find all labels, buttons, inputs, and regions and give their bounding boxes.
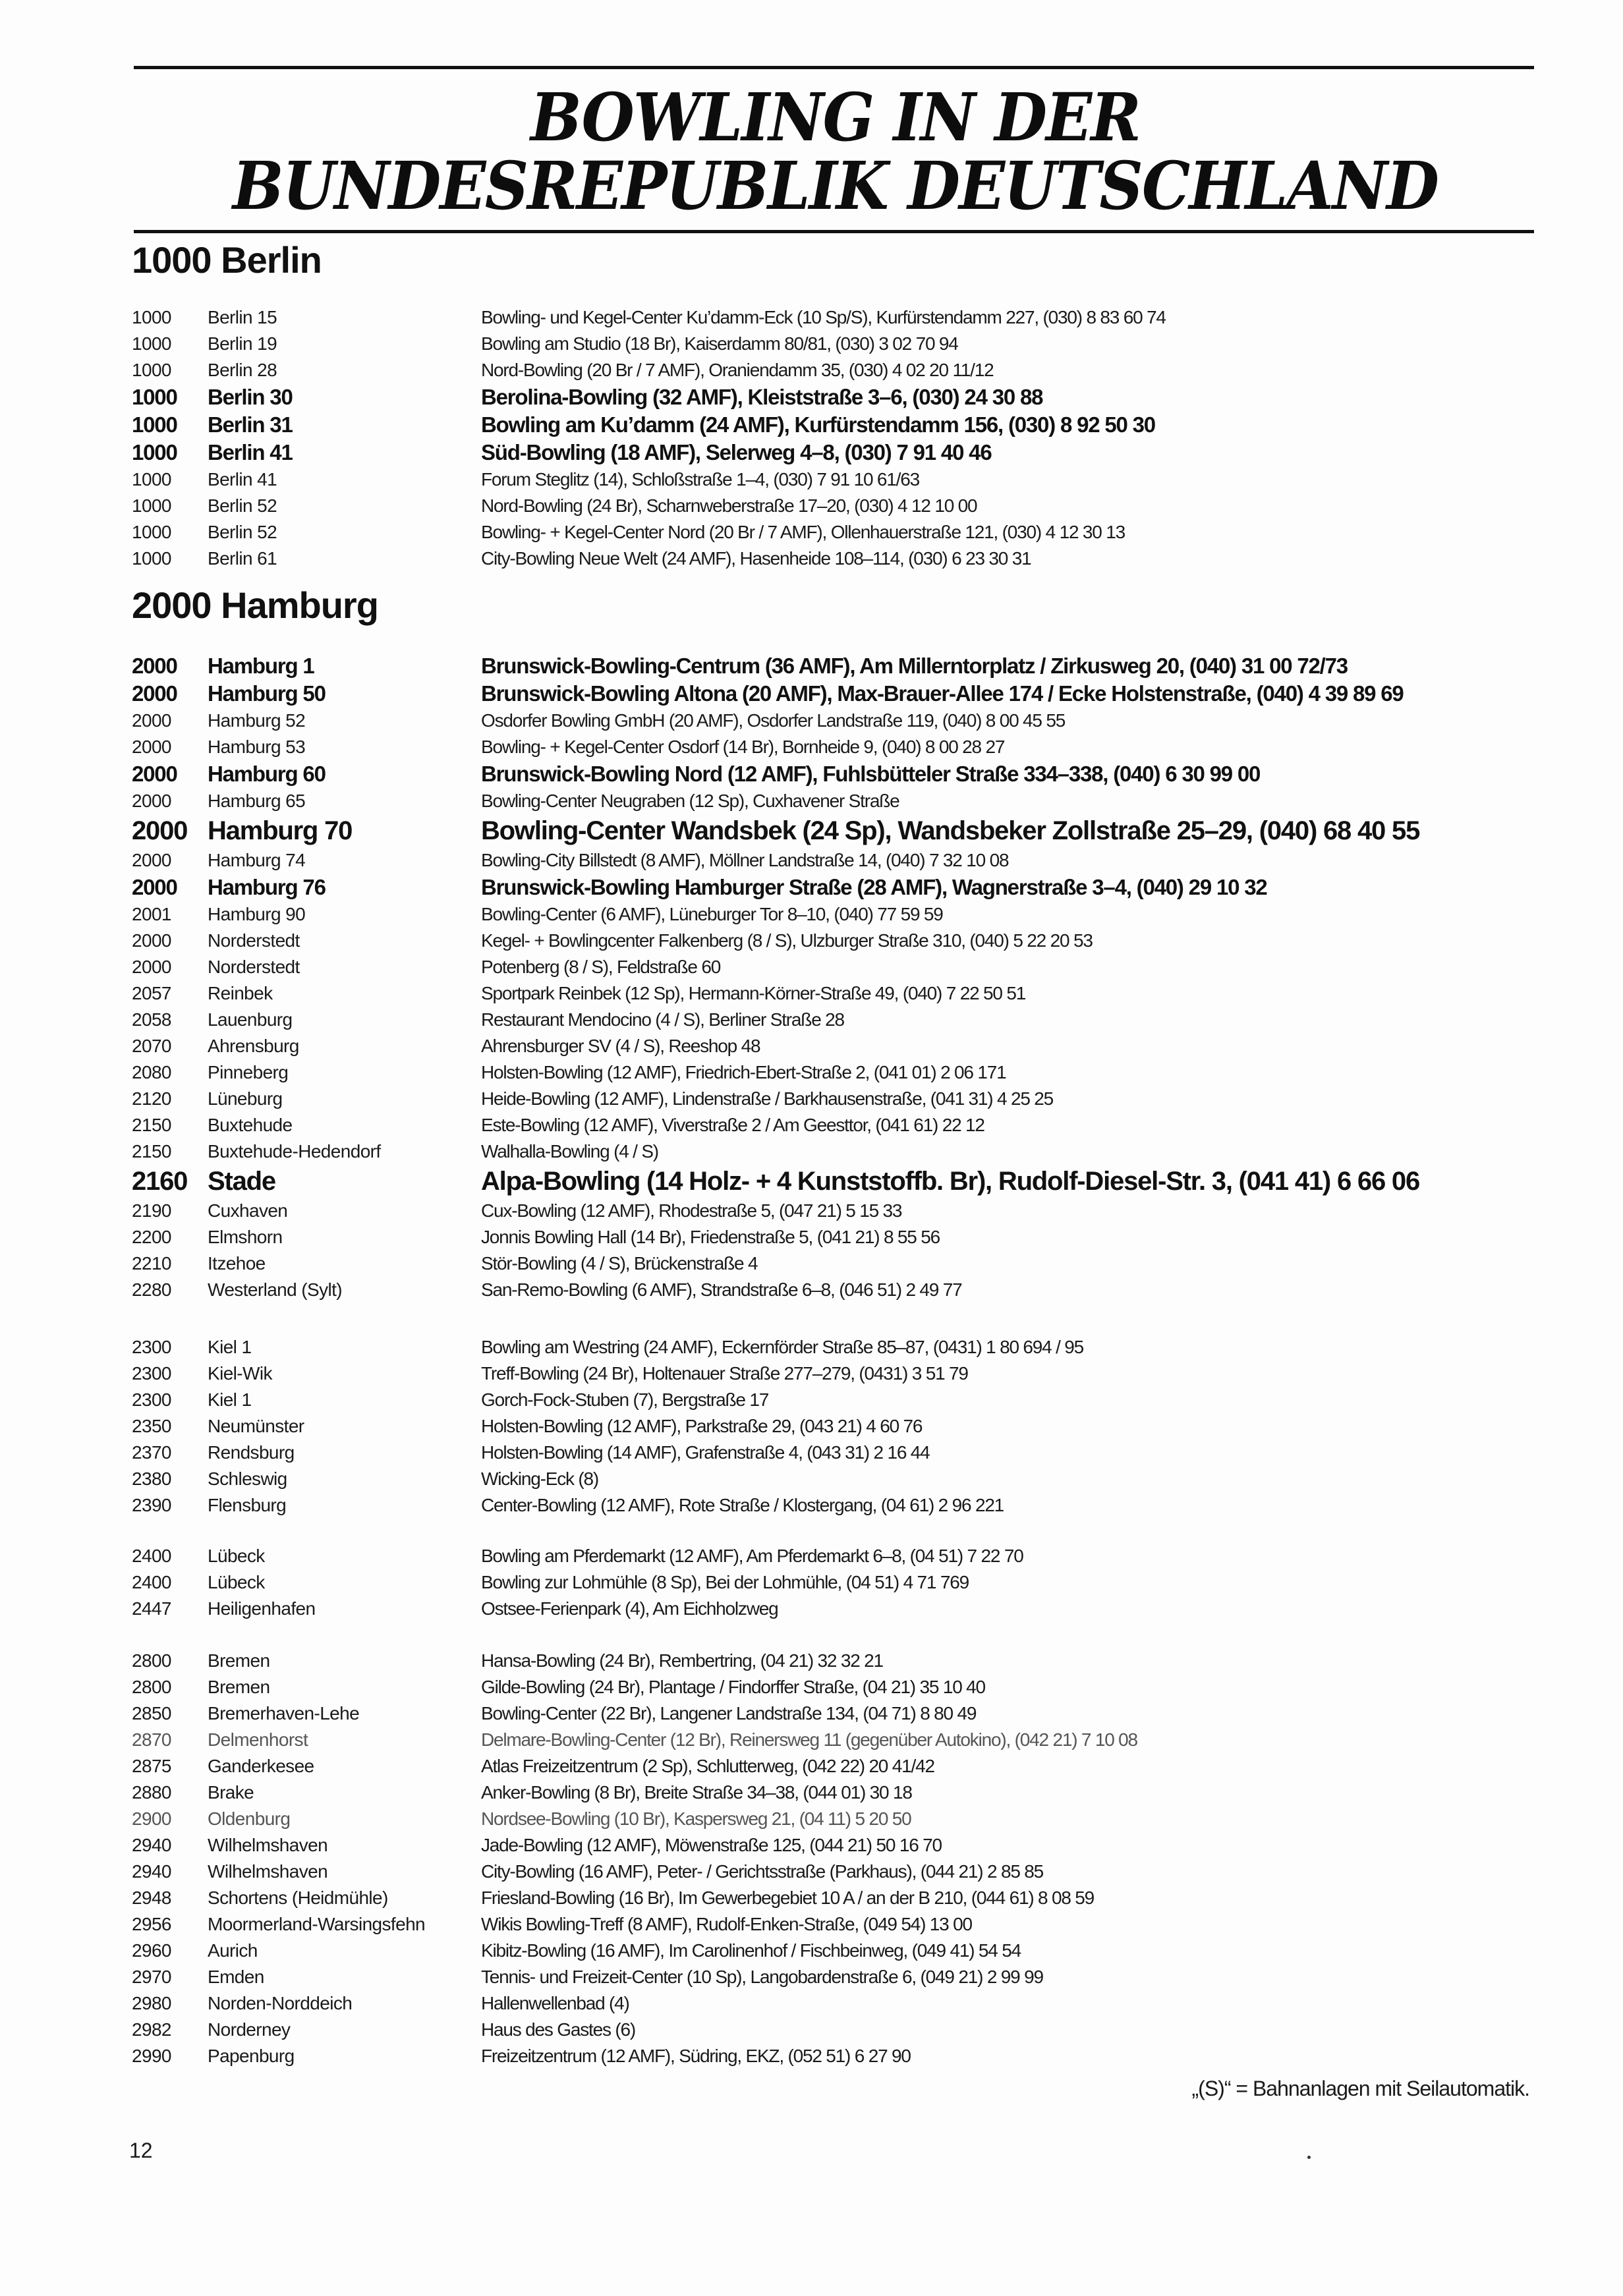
venue-details: Brunswick-Bowling Nord (12 AMF), Fuhlsbütteler Straße 334–338, (040) 6 30 99 00 [481,762,1261,786]
postal-code: 2000 [132,681,177,706]
list-item [0,546,1623,572]
postal-code: 1000 [132,548,171,569]
venue-details: Restaurant Mendocino (4 / S), Berliner Straße 28 [481,1009,844,1030]
postal-code: 1000 [132,522,171,542]
city-name: Flensburg [208,1495,287,1515]
venue-details: San-Remo-Bowling (6 AMF), Strandstraße 6–8, (046 51) 2 49 77 [481,1279,962,1300]
list-item [0,357,1623,383]
page-number: 12 [129,2139,153,2162]
venue-details: Bowling-City Billstedt (8 AMF), Möllner Landstraße 14, (040) 7 32 10 08 [481,850,1009,870]
venue-details: Bowling am Westring (24 AMF), Eckernförder Straße 85–87, (0431) 1 80 694 / 95 [481,1337,1084,1357]
postal-code: 2080 [132,1062,171,1082]
city-name: Ahrensburg [208,1036,299,1056]
postal-code: 2982 [132,2019,171,2040]
venue-details: Tennis- und Freizeit-Center (10 Sp), Langobardenstraße 6, (049 21) 2 99 99 [481,1967,1043,1987]
postal-code: 2400 [132,1546,171,1566]
list-item [0,1334,1623,1360]
postal-code: 2058 [132,1009,171,1030]
city-name: Buxtehude [208,1115,293,1135]
city-name: Berlin 28 [208,360,277,380]
list-item [0,680,1623,708]
city-name: Hamburg 53 [208,737,306,757]
section-heading-berlin: 1000 Berlin [132,239,322,281]
postal-code: 2200 [132,1227,171,1247]
city-name: Berlin 61 [208,548,277,569]
list-item [0,1224,1623,1250]
postal-code: 2875 [132,1756,171,1776]
city-name: Cuxhaven [208,1200,288,1221]
postal-code: 2190 [132,1200,171,1221]
venue-details: Bowling-Center (6 AMF), Lüneburger Tor 8–10, (040) 77 59 59 [481,904,943,924]
venue-details: Kegel- + Bowlingcenter Falkenberg (8 / S), Ulzburger Straße 310, (040) 5 22 20 53 [481,930,1093,951]
city-name: Hamburg 74 [208,850,306,870]
list-item [0,1964,1623,1990]
list-item [0,1885,1623,1911]
venue-details: Hansa-Bowling (24 Br), Rembertring, (04 21) 32 32 21 [481,1650,883,1671]
venue-details: Center-Bowling (12 AMF), Rote Straße / Klostergang, (04 61) 2 96 221 [481,1495,1004,1515]
postal-code: 2380 [132,1469,171,1489]
postal-code: 2000 [132,654,177,678]
venue-details: City-Bowling Neue Welt (24 AMF), Hasenheide 108–114, (030) 6 23 30 31 [481,548,1031,569]
list-item [0,1492,1623,1519]
city-name: Hamburg 50 [208,681,326,706]
postal-code: 2000 [132,762,177,786]
venue-details: Bowling am Pferdemarkt (12 AMF), Am Pferdemarkt 6–8, (04 51) 7 22 70 [481,1546,1023,1566]
venue-details: Bowling- + Kegel-Center Nord (20 Br / 7 AMF), Ollenhauerstraße 121, (030) 4 12 30 13 [481,522,1125,542]
city-name: Berlin 30 [208,385,293,409]
list-item [0,1832,1623,1859]
city-name: Hamburg 65 [208,791,306,811]
city-name: Berlin 15 [208,307,277,327]
postal-code: 2990 [132,2046,171,2066]
postal-code: 2956 [132,1914,171,1934]
list-item [0,304,1623,331]
list-item [0,1674,1623,1700]
venue-details: Brunswick-Bowling Hamburger Straße (28 AMF), Wagnerstraße 3–4, (040) 29 10 32 [481,875,1267,899]
postal-code: 2150 [132,1141,171,1162]
postal-code: 2870 [132,1729,171,1750]
city-name: Rendsburg [208,1442,295,1463]
list-item [0,1198,1623,1224]
postal-code: 2970 [132,1967,171,1987]
venue-details: Wikis Bowling-Treff (8 AMF), Rudolf-Enken-Straße, (049 54) 13 00 [481,1914,972,1934]
venue-details: Hallenwellenbad (4) [481,1993,629,2013]
venue-details: Potenberg (8 / S), Feldstraße 60 [481,957,721,977]
list-item [0,1033,1623,1059]
list-item [0,1596,1623,1622]
postal-code: 2000 [132,816,188,845]
venue-details: Brunswick-Bowling Altona (20 AMF), Max-Brauer-Allee 174 / Ecke Holstenstraße, (040) 4 39 89 69 [481,681,1404,706]
postal-code: 2000 [132,737,171,757]
scan-speck [1307,2156,1311,2159]
city-name: Hamburg 52 [208,710,306,731]
venue-details: Ostsee-Ferienpark (4), Am Eichholzweg [481,1598,778,1619]
postal-code: 2000 [132,930,171,951]
postal-code: 2000 [132,710,171,731]
list-item [0,1007,1623,1033]
list-item [0,1387,1623,1413]
venue-details: Forum Steglitz (14), Schloßstraße 1–4, (030) 7 91 10 61/63 [481,469,919,490]
venue-details: Holsten-Bowling (14 AMF), Grafenstraße 4, (043 31) 2 16 44 [481,1442,930,1463]
venue-details: Sportpark Reinbek (12 Sp), Hermann-Körner-Straße 49, (040) 7 22 50 51 [481,983,1026,1003]
venue-details: Bowling- + Kegel-Center Osdorf (14 Br), Bornheide 9, (040) 8 00 28 27 [481,737,1005,757]
city-name: Hamburg 76 [208,875,326,899]
list-item [0,1277,1623,1303]
postal-code: 2160 [132,1167,188,1196]
venue-details: Wicking-Eck (8) [481,1469,599,1489]
list-item [0,1250,1623,1277]
list-item [0,928,1623,954]
venue-details: Jade-Bowling (12 AMF), Möwenstraße 125, (044 21) 50 16 70 [481,1835,942,1855]
venue-details: Berolina-Bowling (32 AMF), Kleiststraße 3–6, (030) 24 30 88 [481,385,1043,409]
city-name: Heiligenhafen [208,1598,316,1619]
list-item [0,466,1623,493]
footnote-seilautomatik: „(S)“ = Bahnanlagen mit Seilautomatik. [1191,2077,1529,2100]
city-name: Papenburg [208,2046,295,2066]
city-name: Wilhelmshaven [208,1835,328,1855]
list-item [0,980,1623,1007]
venue-details: Freizeitzentrum (12 AMF), Südring, EKZ, (052 51) 6 27 90 [481,2046,911,2066]
postal-code: 2070 [132,1036,171,1056]
venue-details: Brunswick-Bowling-Centrum (36 AMF), Am Millerntorplatz / Zirkusweg 20, (040) 31 00 72/73 [481,654,1348,678]
city-name: Ganderkesee [208,1756,314,1776]
list-item [0,331,1623,357]
city-name: Brake [208,1782,254,1803]
city-name: Moormerland-Warsingsfehn [208,1914,426,1934]
city-name: Kiel 1 [208,1337,252,1357]
list-item [0,1990,1623,2017]
postal-code: 2400 [132,1572,171,1592]
venue-details: Delmare-Bowling-Center (12 Br), Reinersweg 11 (gegenüber Autokino), (042 21) 7 10 08 [481,1729,1137,1750]
venue-details: Haus des Gastes (6) [481,2019,635,2040]
list-item [0,1086,1623,1112]
venue-details: Stör-Bowling (4 / S), Brückenstraße 4 [481,1253,758,1274]
postal-code: 2300 [132,1389,171,1410]
postal-code: 2150 [132,1115,171,1135]
postal-code: 2000 [132,875,177,899]
city-name: Bremerhaven-Lehe [208,1703,360,1723]
list-item [0,901,1623,928]
postal-code: 1000 [132,385,177,409]
city-name: Hamburg 60 [208,762,326,786]
postal-code: 2300 [132,1337,171,1357]
list-item [0,1911,1623,1938]
city-name: Westerland (Sylt) [208,1279,343,1300]
listing-luebeck [0,1543,1623,1622]
postal-code: 1000 [132,440,177,464]
city-name: Berlin 19 [208,333,277,354]
venue-details: Gorch-Fock-Stuben (7), Bergstraße 17 [481,1389,769,1410]
list-item [0,1413,1623,1440]
venue-details: Bowling-Center Wandsbek (24 Sp), Wandsbeker Zollstraße 25–29, (040) 68 40 55 [481,816,1420,845]
city-name: Lauenburg [208,1009,293,1030]
list-item [0,1727,1623,1753]
venue-details: Bowling zur Lohmühle (8 Sp), Bei der Lohmühle, (04 51) 4 71 769 [481,1572,969,1592]
venue-details: Bowling am Ku’damm (24 AMF), Kurfürstendamm 156, (030) 8 92 50 30 [481,412,1155,437]
top-rule [134,66,1534,69]
city-name: Schleswig [208,1469,287,1489]
postal-code: 2900 [132,1808,171,1829]
city-name: Hamburg 70 [208,816,353,845]
list-item [0,1112,1623,1138]
title-bottom-rule [134,230,1534,233]
list-item [0,1938,1623,1964]
postal-code: 2280 [132,1279,171,1300]
venue-details: Treff-Bowling (24 Br), Holtenauer Straße 277–279, (0431) 3 51 79 [481,1363,968,1384]
venue-details: Nordsee-Bowling (10 Br), Kaspersweg 21, (04 11) 5 20 50 [481,1808,911,1829]
city-name: Hamburg 90 [208,904,306,924]
list-item [0,519,1623,546]
city-name: Reinbek [208,983,273,1003]
list-item [0,411,1623,439]
postal-code: 2000 [132,850,171,870]
city-name: Lübeck [208,1546,265,1566]
city-name: Norderney [208,2019,291,2040]
postal-code: 1000 [132,469,171,490]
city-name: Lüneburg [208,1088,283,1109]
city-name: Berlin 41 [208,440,293,464]
list-item [0,1779,1623,1806]
list-item [0,2017,1623,2043]
venue-details: Bowling-Center (22 Br), Langener Landstraße 134, (04 71) 8 80 49 [481,1703,977,1723]
postal-code: 2120 [132,1088,171,1109]
venue-details: Bowling- und Kegel-Center Ku’damm-Eck (10 Sp/S), Kurfürstendamm 227, (030) 8 83 60 74 [481,307,1166,327]
venue-details: Ahrensburger SV (4 / S), Reeshop 48 [481,1036,760,1056]
list-item [0,1806,1623,1832]
city-name: Kiel-Wik [208,1363,272,1384]
listing-bremen [0,1648,1623,2069]
venue-details: Süd-Bowling (18 AMF), Selerweg 4–8, (030) 7 91 40 46 [481,440,992,464]
venue-details: Cux-Bowling (12 AMF), Rhodestraße 5, (047 21) 5 15 33 [481,1200,902,1221]
postal-code: 2000 [132,791,171,811]
city-name: Bremen [208,1677,270,1697]
postal-code: 2850 [132,1703,171,1723]
page-title-line-1: BOWLING IN DER [530,78,1141,156]
list-item [0,383,1623,411]
postal-code: 2390 [132,1495,171,1515]
list-item [0,493,1623,519]
list-item [0,652,1623,680]
list-item [0,1466,1623,1492]
city-name: Norderstedt [208,930,300,951]
list-item [0,1440,1623,1466]
postal-code: 2350 [132,1416,171,1436]
venue-details: Nord-Bowling (20 Br / 7 AMF), Oraniendamm 35, (030) 4 02 20 11/12 [481,360,994,380]
city-name: Aurich [208,1940,258,1961]
venue-details: Alpa-Bowling (14 Holz- + 4 Kunststoffb. Br), Rudolf-Diesel-Str. 3, (041 41) 6 66 06 [481,1167,1420,1196]
list-item [0,1700,1623,1727]
postal-code: 2940 [132,1861,171,1882]
venue-details: Anker-Bowling (8 Br), Breite Straße 34–38, (044 01) 30 18 [481,1782,912,1803]
list-item [0,1753,1623,1779]
venue-details: Osdorfer Bowling GmbH (20 AMF), Osdorfer Landstraße 119, (040) 8 00 45 55 [481,710,1066,731]
city-name: Pinneberg [208,1062,289,1082]
list-item [0,1569,1623,1596]
city-name: Neumünster [208,1416,304,1436]
city-name: Berlin 41 [208,469,277,490]
postal-code: 1000 [132,333,171,354]
postal-code: 2880 [132,1782,171,1803]
postal-code: 2001 [132,904,171,924]
list-item [0,814,1623,847]
venue-details: Este-Bowling (12 AMF), Viverstraße 2 / Am Geesttor, (041 61) 22 12 [481,1115,984,1135]
list-item [0,954,1623,980]
venue-details: Gilde-Bowling (24 Br), Plantage / Findorffer Straße, (04 21) 35 10 40 [481,1677,985,1697]
city-name: Stade [208,1167,275,1196]
city-name: Norden-Norddeich [208,1993,353,2013]
venue-details: Bowling am Studio (18 Br), Kaiserdamm 80/81, (030) 3 02 70 94 [481,333,958,354]
list-item [0,847,1623,874]
section-heading-hamburg: 2000 Hamburg [132,584,378,626]
list-item [0,1859,1623,1885]
postal-code: 2210 [132,1253,171,1274]
list-item [0,1165,1623,1198]
venue-details: Holsten-Bowling (12 AMF), Friedrich-Ebert-Straße 2, (041 01) 2 06 171 [481,1062,1006,1082]
postal-code: 2300 [132,1363,171,1384]
list-item [0,1059,1623,1086]
postal-code: 1000 [132,495,171,516]
city-name: Lübeck [208,1572,265,1592]
postal-code: 2800 [132,1677,171,1697]
list-item [0,2043,1623,2069]
list-item [0,439,1623,466]
list-item [0,874,1623,901]
city-name: Oldenburg [208,1808,291,1829]
venue-details: Heide-Bowling (12 AMF), Lindenstraße / Barkhausenstraße, (041 31) 4 25 25 [481,1088,1054,1109]
postal-code: 2940 [132,1835,171,1855]
postal-code: 1000 [132,360,171,380]
postal-code: 1000 [132,412,177,437]
city-name: Berlin 52 [208,495,277,516]
city-name: Kiel 1 [208,1389,252,1410]
city-name: Hamburg 1 [208,654,314,678]
venue-details: Jonnis Bowling Hall (14 Br), Friedenstraße 5, (041 21) 8 55 56 [481,1227,940,1247]
city-name: Norderstedt [208,957,300,977]
listing-berlin [0,304,1623,572]
postal-code: 2447 [132,1598,171,1619]
postal-code: 2980 [132,1993,171,2013]
postal-code: 1000 [132,307,171,327]
list-item [0,760,1623,788]
venue-details: Atlas Freizeitzentrum (2 Sp), Schlutterweg, (042 22) 20 41/42 [481,1756,934,1776]
postal-code: 2800 [132,1650,171,1671]
venue-details: City-Bowling (16 AMF), Peter- / Gerichtsstraße (Parkhaus), (044 21) 2 85 85 [481,1861,1044,1882]
city-name: Berlin 52 [208,522,277,542]
city-name: Itzehoe [208,1253,266,1274]
city-name: Berlin 31 [208,412,293,437]
postal-code: 2057 [132,983,171,1003]
venue-details: Walhalla-Bowling (4 / S) [481,1141,658,1162]
list-item [0,708,1623,734]
list-item [0,1360,1623,1387]
page-title-line-2: BUNDESREPUBLIK DEUTSCHLAND [232,147,1438,225]
listing-hamburg [0,652,1623,1303]
city-name: Buxtehude-Hedendorf [208,1141,381,1162]
venue-details: Kibitz-Bowling (16 AMF), Im Carolinenhof / Fischbeinweg, (049 41) 54 54 [481,1940,1021,1961]
venue-details: Holsten-Bowling (12 AMF), Parkstraße 29, (043 21) 4 60 76 [481,1416,923,1436]
city-name: Bremen [208,1650,270,1671]
list-item [0,734,1623,760]
venue-details: Bowling-Center Neugraben (12 Sp), Cuxhavener Straße [481,791,899,811]
city-name: Emden [208,1967,264,1987]
listing-kiel [0,1334,1623,1519]
venue-details: Friesland-Bowling (16 Br), Im Gewerbegebiet 10 A / an der B 210, (044 61) 8 08 59 [481,1888,1095,1908]
list-item [0,788,1623,814]
venue-details: Nord-Bowling (24 Br), Scharnweberstraße 17–20, (030) 4 12 10 00 [481,495,977,516]
postal-code: 2000 [132,957,171,977]
postal-code: 2948 [132,1888,171,1908]
city-name: Schortens (Heidmühle) [208,1888,388,1908]
city-name: Elmshorn [208,1227,283,1247]
list-item [0,1138,1623,1165]
postal-code: 2370 [132,1442,171,1463]
city-name: Delmenhorst [208,1729,308,1750]
list-item [0,1543,1623,1569]
city-name: Wilhelmshaven [208,1861,328,1882]
postal-code: 2960 [132,1940,171,1961]
list-item [0,1648,1623,1674]
